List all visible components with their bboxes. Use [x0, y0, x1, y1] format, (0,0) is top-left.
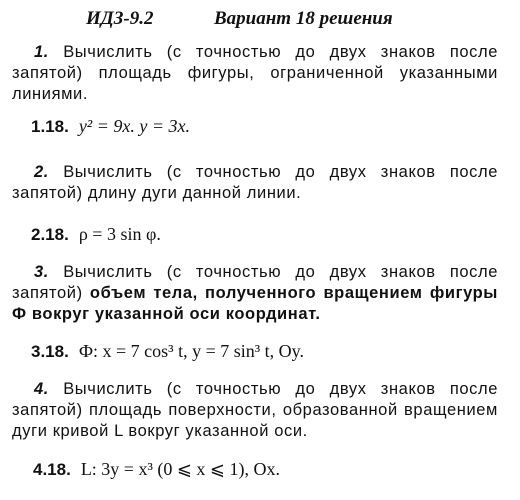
- assignment-code: ИДЗ-9.2: [86, 8, 154, 29]
- formula-expression: L: 3y = x³ (0 ⩽ x ⩽ 1), Ox.: [80, 459, 281, 479]
- task-3-statement: [12, 262, 498, 325]
- task-2-statement: [12, 162, 498, 204]
- variant-title: Вариант 18 решения: [214, 8, 393, 29]
- task-text: Вычислить (с точностью до двух знаков после запятой) площадь поверхности, образованной вращением дуги кривой L вокруг указанной оси.: [12, 380, 498, 440]
- formula-number: 2.18.: [31, 225, 69, 244]
- task-text: Вычислить (с точностью до двух знаков после запятой) длину дуги данной линии.: [12, 163, 498, 202]
- task-3-formula: [31, 340, 304, 363]
- task-1-formula: [31, 115, 190, 138]
- formula-expression: Ф: x = 7 cos³ t, y = 7 sin³ t, Oy.: [78, 341, 304, 361]
- page-header: [0, 8, 520, 34]
- formula-number: 1.18.: [31, 117, 69, 136]
- task-number: 2.: [34, 163, 49, 181]
- task-1-statement: [12, 42, 498, 105]
- task-number: 3.: [34, 263, 49, 281]
- task-number: 4.: [34, 380, 49, 398]
- task-2-formula: [31, 223, 161, 246]
- task-text: Вычислить (с точностью до двух знаков после запятой) площадь фигуры, ограниченной указанными линиями.: [12, 43, 498, 103]
- task-text: Вычислить (с точностью до двух знаков после запятой): [12, 263, 498, 302]
- formula-number: 3.18.: [31, 342, 69, 361]
- task-4-formula: [33, 458, 280, 481]
- task-number: 1.: [34, 43, 49, 61]
- formula-expression: y² = 9x. y = 3x.: [78, 116, 190, 136]
- formula-number: 4.18.: [33, 460, 71, 479]
- task-4-statement: [12, 379, 498, 442]
- task-text-bold: объем тела, полученного вращением фигуры Ф вокруг указанной оси координат.: [12, 284, 499, 323]
- formula-expression: ρ = 3 sin φ.: [78, 224, 161, 244]
